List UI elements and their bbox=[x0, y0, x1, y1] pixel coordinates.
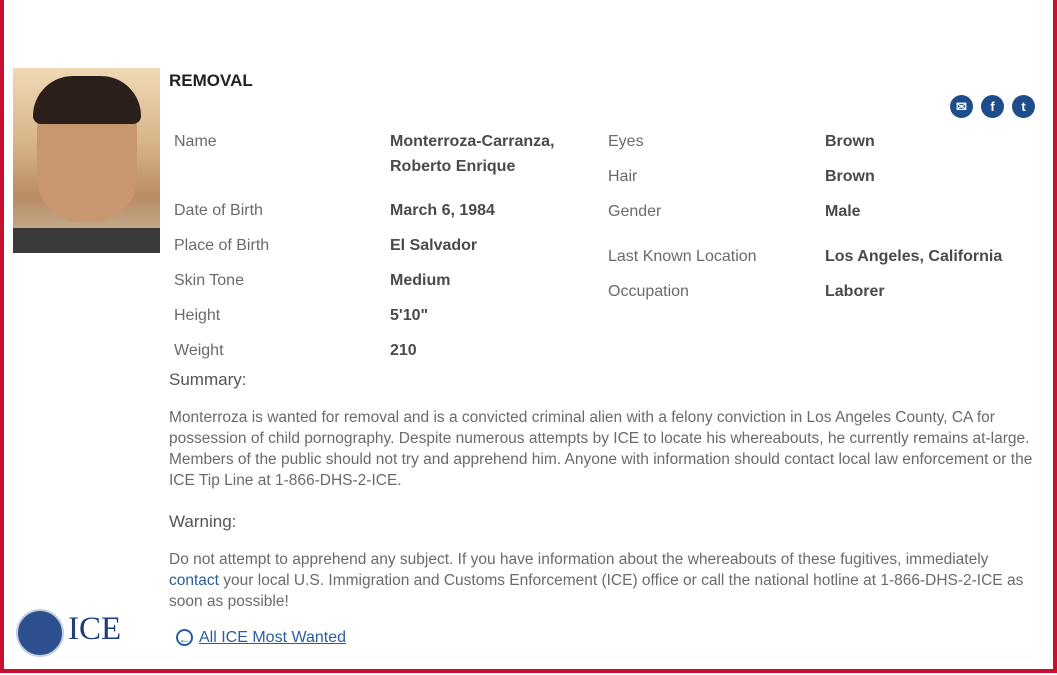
warning-text-before: Do not attempt to apprehend any subject. If you have information about the whereabouts of these fugitives, immediately bbox=[169, 551, 989, 568]
contact-link[interactable]: contact bbox=[169, 572, 219, 589]
field-value-weight: 210 bbox=[390, 342, 417, 359]
photo-hair bbox=[33, 76, 141, 124]
all-most-wanted-link[interactable] bbox=[176, 629, 346, 647]
field-label-dob: Date of Birth bbox=[174, 202, 263, 219]
field-label-hair: Hair bbox=[608, 168, 638, 185]
summary-text: Monterroza is wanted for removal and is a convicted criminal alien with a felony conviction in Los Angeles County, CA for possession of child pornography. Despite numerous attempts by ICE to locate his whereabouts, he currently remains at-large. Members of the public should not try and apprehend him. Anyone with information should contact local law enforcement or the ICE Tip Line at 1-866-DHS-2-ICE. bbox=[169, 409, 1033, 489]
field-value-occupation: Laborer bbox=[825, 283, 885, 300]
field-value-name-line2: Roberto Enrique bbox=[390, 158, 516, 175]
field-value-dob: March 6, 1984 bbox=[390, 202, 495, 219]
warning-title: Warning: bbox=[169, 512, 237, 531]
all-most-wanted-label: All ICE Most Wanted bbox=[199, 629, 347, 646]
photo-shirt bbox=[13, 228, 160, 253]
field-label-eyes: Eyes bbox=[608, 133, 644, 150]
field-value-eyes: Brown bbox=[825, 133, 875, 150]
field-label-occupation: Occupation bbox=[608, 283, 689, 300]
field-label-pob: Place of Birth bbox=[174, 237, 270, 254]
warning-text bbox=[169, 549, 1039, 612]
ice-logo-text: ICE bbox=[68, 611, 122, 647]
field-value-name-line1: Monterroza-Carranza, bbox=[390, 133, 555, 150]
dhs-seal-icon bbox=[16, 609, 64, 657]
field-label-location: Last Known Location bbox=[608, 248, 757, 265]
warning-text-after: your local U.S. Immigration and Customs Enforcement (ICE) office or call the national hotline at 1-866-DHS-2-ICE as soon as possible! bbox=[169, 572, 1024, 610]
field-label-gender: Gender bbox=[608, 203, 662, 220]
field-value-skin: Medium bbox=[390, 272, 451, 289]
field-value-hair: Brown bbox=[825, 168, 875, 185]
summary-title: Summary: bbox=[169, 370, 247, 389]
field-value-pob: El Salvador bbox=[390, 237, 478, 254]
back-arrow-icon: ← bbox=[176, 629, 193, 646]
twitter-icon[interactable]: t bbox=[1012, 95, 1035, 118]
field-label-name: Name bbox=[174, 133, 217, 150]
field-value-height: 5'10" bbox=[390, 307, 429, 324]
field-value-location: Los Angeles, California bbox=[825, 248, 1003, 265]
field-label-weight: Weight bbox=[174, 342, 224, 359]
card-heading: REMOVAL bbox=[169, 71, 253, 90]
field-label-skin: Skin Tone bbox=[174, 272, 244, 289]
facebook-icon[interactable]: f bbox=[981, 95, 1004, 118]
suspect-photo bbox=[13, 68, 160, 253]
field-label-height: Height bbox=[174, 307, 221, 324]
email-icon[interactable]: ✉ bbox=[950, 95, 973, 118]
field-value-gender: Male bbox=[825, 203, 861, 220]
